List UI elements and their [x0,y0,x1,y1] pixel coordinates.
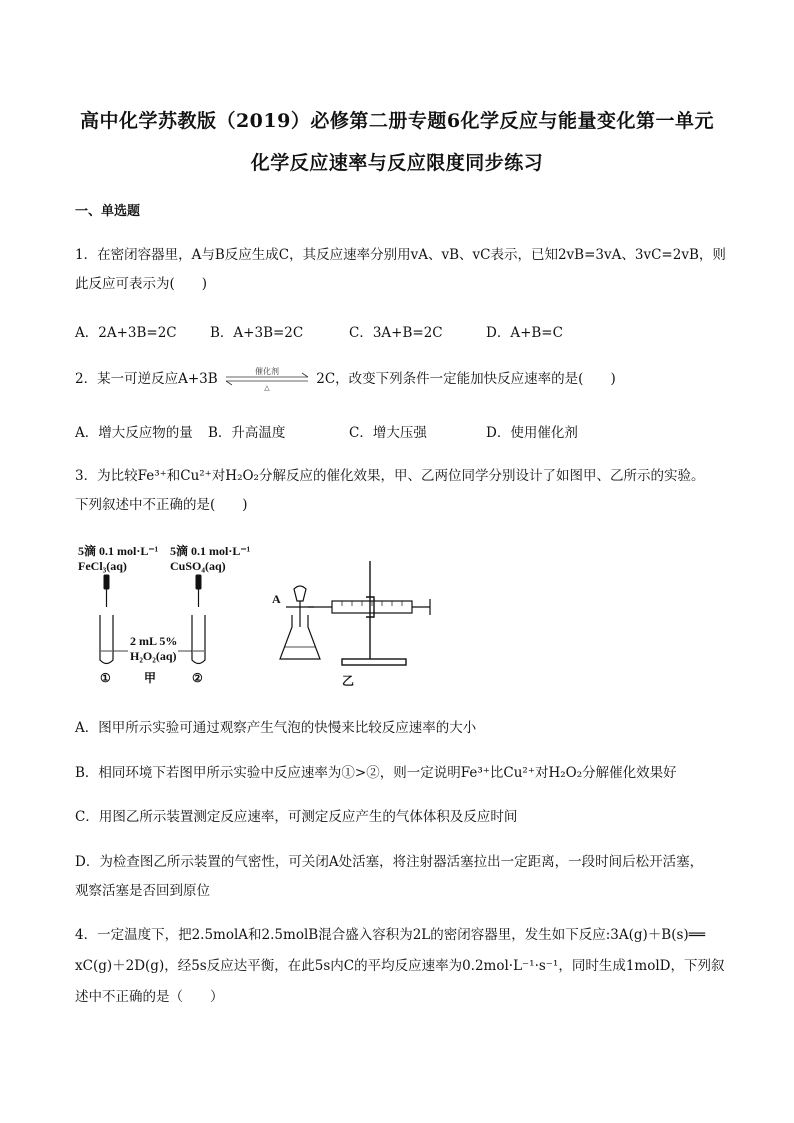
q3-stem-line2: 下列叙述中不正确的是( ) [75,497,248,513]
drop2-label-line2: CuSO₄(aq) [170,559,226,573]
dropper-icon-2 [196,575,201,607]
q1-stem: 1．在密闭容器里，A与B反应生成C，其反应速率分别用vA、vB、vC表示，已知2vB=3vA、3vC=2vB，则 [75,247,726,263]
tube1-label: ① [100,671,111,685]
q2-option-b: B．升高温度 [208,425,286,441]
q3-option-a: A．图甲所示实验可通过观察产生气泡的快慢来比较反应速率的大小 [75,720,477,736]
reversible-arrow-icon [222,367,312,391]
q1-option-d: D．A+B=C [486,325,563,341]
q3-option-d: D．为检查图乙所示装置的气密性，可关闭A处活塞，将注射器活塞拉出一定距离，一段时间后松开活塞， [75,854,704,870]
page-title-line1: 高中化学苏教版（2019）必修第二册专题6化学反应与能量变化第一单元 [79,110,715,132]
q1-stem-line2: 此反应可表示为( ) [75,276,208,292]
section-heading: 一、单选题 [75,204,141,219]
drop1-label-line1: 5滴 0.1 mol·L⁻¹ [78,544,159,558]
funnel-a-label: A [272,592,281,606]
figure-jia-label: 甲 [144,671,157,685]
test-tube-icon-2 [192,615,205,664]
h2o2-solution-label: H₂O₂(aq) [130,649,177,663]
q2-option-c: C．增大压强 [349,425,427,441]
q1-option-a: A．2A+3B=2C [75,325,177,341]
dropper-icon-1 [104,575,109,607]
q4-stem-line3: 述中不正确的是（ ） [75,989,224,1005]
arrow-catalyst-label: 催化剂 [254,367,279,376]
test-tube-icon-1 [100,615,113,664]
arrow-heat-label: △ [264,384,270,391]
q2-stem [75,366,725,392]
tube2-label: ② [192,671,203,685]
q2-option-a: A．增大反应物的量 [75,425,193,441]
drop1-label-line2: FeCl₃(aq) [78,559,127,573]
experiment-figure [70,535,450,695]
q3-option-c: C．用图乙所示装置测定反应速率，可测定反应产生的气体体积及反应时间 [75,809,518,825]
q1-option-c: C．3A+B=2C [349,325,443,341]
flask-apparatus-icon [280,586,332,659]
page-title-line2: 化学反应速率与反应限度同步练习 [250,152,544,174]
drop2-label-line1: 5滴 0.1 mol·L⁻¹ [170,544,251,558]
figure-yi-label: 乙 [342,674,355,688]
q4-stem-line1: 4．一定温度下，把2.5molA和2.5molB混合盛入容积为2L的密闭容器里，发生如下反应:3A(g)＋B(s)══ [75,927,705,943]
q1-option-b: B．A+3B=2C [210,325,304,341]
h2o2-volume-label: 2 mL 5% [130,634,178,648]
q4-stem-line2: xC(g)＋2D(g)，经5s反应达平衡，在此5s内C的平均反应速率为0.2mol·L⁻¹·s⁻¹，同时生成1molD，下列叙 [75,958,725,974]
q2-stem-post: 2C，改变下列条件一定能加快反应速率的是( ) [316,371,616,387]
q2-stem-pre: 2．某一可逆反应A+3B [75,371,218,387]
q3-option-d-line2: 观察活塞是否回到原位 [75,883,210,899]
q2-option-d: D．使用催化剂 [486,425,578,441]
q3-stem-line1: 3．为比较Fe³⁺和Cu²⁺对H₂O₂分解反应的催化效果，甲、乙两位同学分别设计了如图甲、乙所示的实验。 [75,468,705,484]
syringe-icon [332,599,430,615]
q3-option-b: B．相同环境下若图甲所示实验中反应速率为①>②，则一定说明Fe³⁺比Cu²⁺对H₂O₂分解催化效果好 [75,765,677,781]
